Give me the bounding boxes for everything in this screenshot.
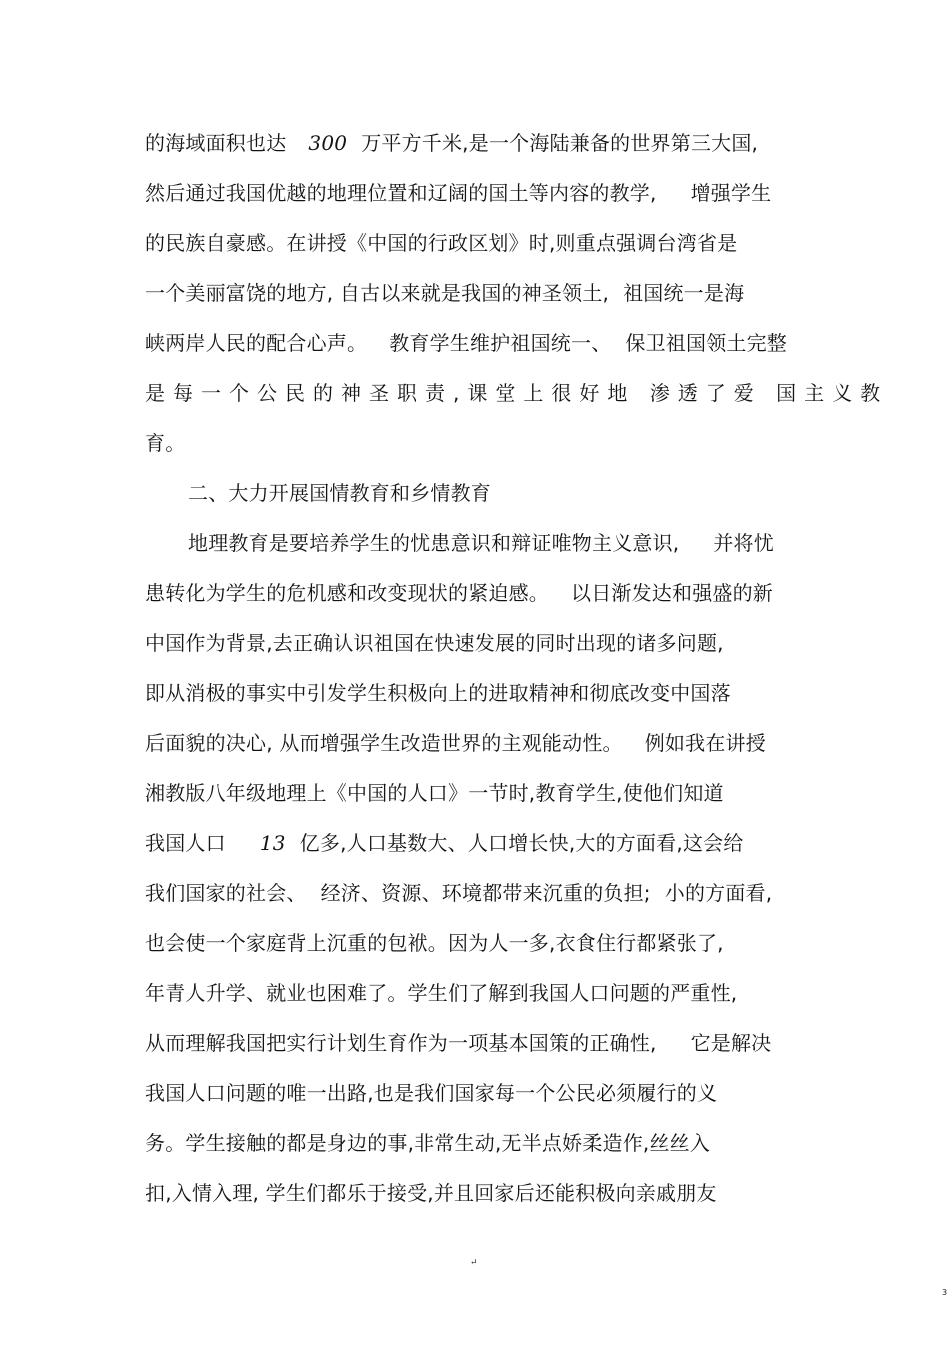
number-13: 13 bbox=[259, 831, 286, 855]
text-line-18: 年青人升学、就业也困难了。学生们了解到我国人口问题的严重性, bbox=[145, 981, 738, 1005]
text-line-5: 峡两岸人民的配合心声。 教育学生维护祖国统一、 保卫祖国领土完整 bbox=[145, 331, 788, 355]
text-line-19: 从而理解我国把实行计划生育作为一项基本国策的正确性, 它是解决 bbox=[145, 1031, 772, 1055]
side-page-number: 3 bbox=[942, 1288, 948, 1297]
text-line-1: 的海域面积也达 300 万平方千米,是一个海陆兼备的世界第三大国, bbox=[145, 131, 759, 155]
text-line-2: 然后通过我国优越的地理位置和辽阔的国土等内容的教学, 增强学生 bbox=[145, 181, 772, 205]
text-line-22: 扣,入情入理, 学生们都乐于接受,并且回家后还能积极向亲戚朋友 bbox=[145, 1181, 717, 1205]
text-line-14: 湘教版八年级地理上《中国的人口》一节时,教育学生,使他们知道 bbox=[145, 781, 724, 805]
text-line-10: 患转化为学生的危机感和改变现状的紧迫感。 以日渐发达和强盛的新 bbox=[145, 581, 773, 605]
text-line-16: 我们国家的社会、 经济、资源、环境都带来沉重的负担; 小的方面看, bbox=[145, 881, 773, 905]
text-line-11: 中国作为背景,去正确认识祖国在快速发展的同时出现的诸多问题, bbox=[145, 631, 724, 655]
text-line-15: 我国人口 13 亿多,人口基数大、人口增长快,大的方面看,这会给 bbox=[145, 831, 744, 855]
text-line-9: 地理教育是要培养学生的忧患意识和辩证唯物主义意识, 并将忧 bbox=[188, 531, 774, 555]
text-line-7: 育。 bbox=[145, 431, 186, 455]
text-line-20: 我国人口问题的唯一出路,也是我们国家每一个公民必须履行的义 bbox=[145, 1081, 718, 1105]
section-heading: 二、大力开展国情教育和乡情教育 bbox=[188, 481, 491, 505]
text-line-3: 的民族自豪感。在讲授《中国的行政区划》时,则重点强调台湾省是 bbox=[145, 231, 738, 255]
text-line-17: 也会使一个家庭背上沉重的包袱。因为人一多,衣食住行都紧张了, bbox=[145, 931, 724, 955]
number-300: 300 bbox=[308, 131, 348, 155]
text-line-12: 即从消极的事实中引发学生积极向上的进取精神和彻底改变中国落 bbox=[145, 681, 731, 705]
text-line-13: 后面貌的决心, 从而增强学生改造世界的主观能动性。 例如我在讲授 bbox=[145, 731, 766, 755]
text-line-21: 务。学生接触的都是身边的事,非常生动,无半点娇柔造作,丝丝入 bbox=[145, 1131, 711, 1155]
page-mark: ↵ bbox=[470, 1258, 478, 1268]
text-line-4: 一个美丽富饶的地方, 自古以来就是我国的神圣领土, 祖国统一是海 bbox=[145, 281, 745, 305]
text-line-6: 是每一个公民的神圣职责,课堂上很好地 渗透了爱 国主义教 bbox=[145, 381, 889, 405]
